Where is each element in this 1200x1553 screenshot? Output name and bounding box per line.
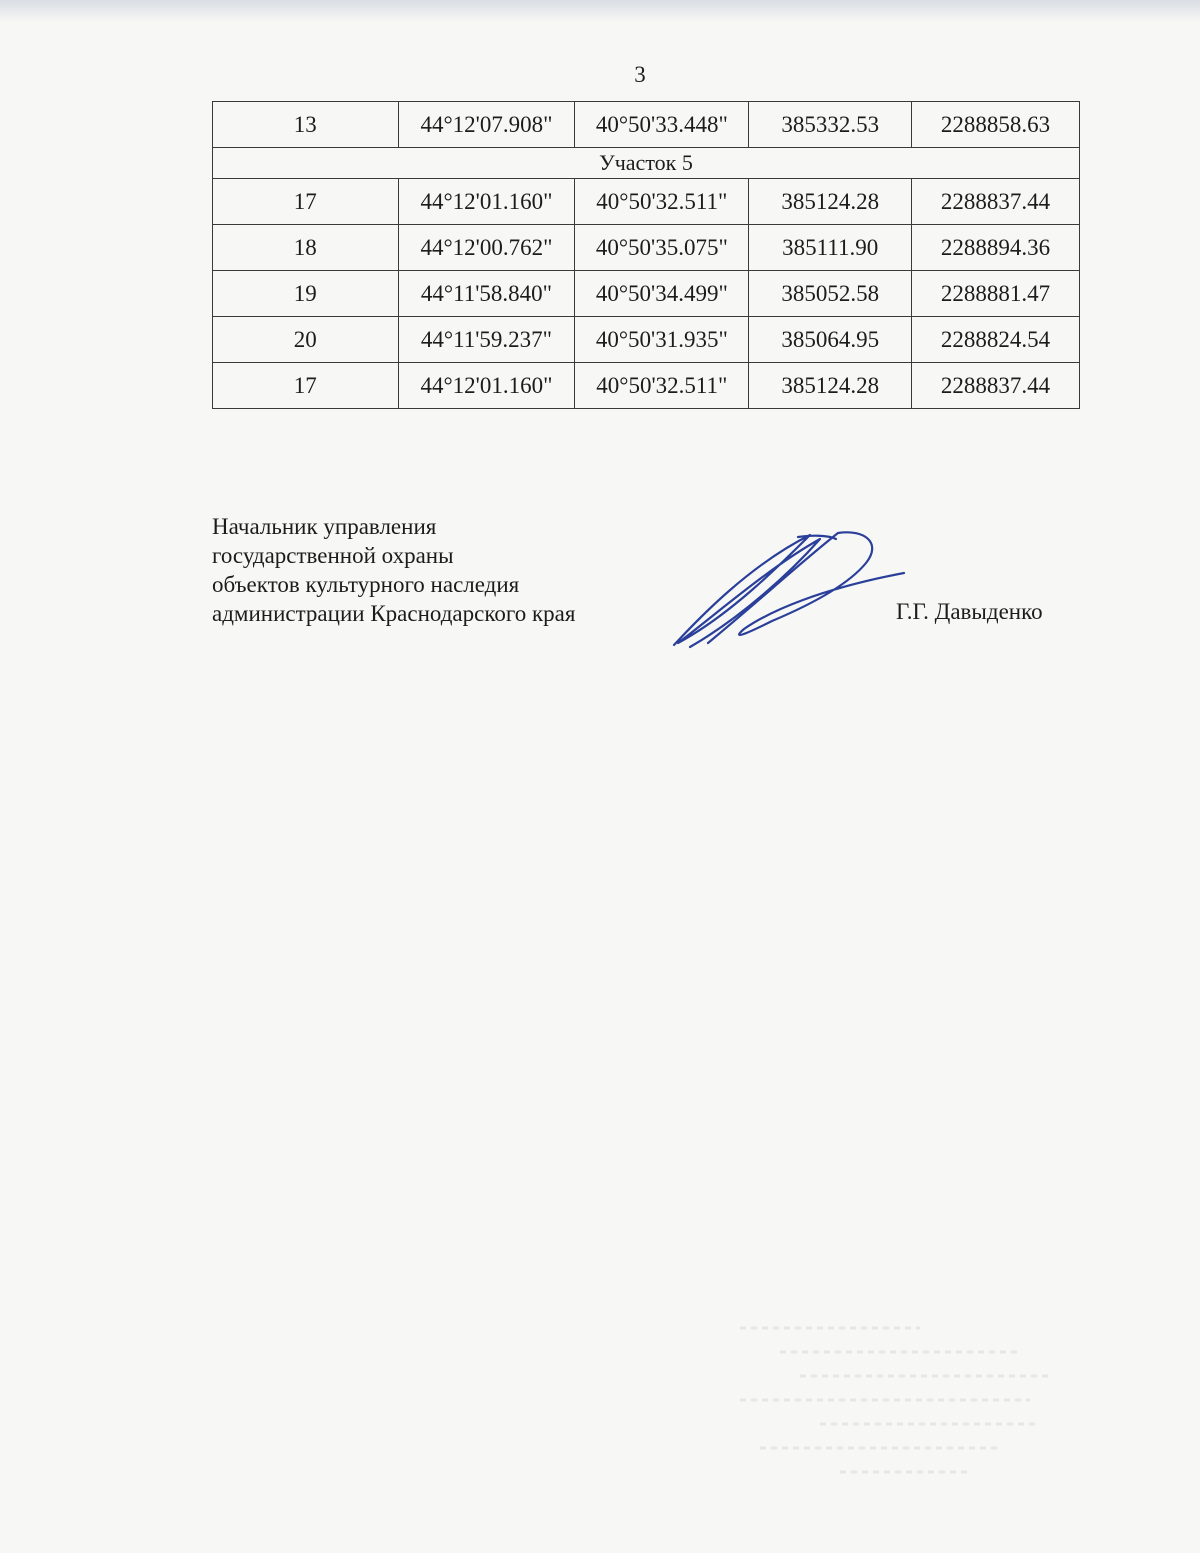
position-line: Начальник управления [212, 514, 437, 539]
faded-stamp-imprint [720, 1310, 1080, 1500]
x-coordinate-cell: 385124.28 [749, 179, 912, 225]
table-row [213, 102, 1080, 148]
point-number-cell: 17 [213, 363, 399, 409]
position-line: администрации Краснодарского края [212, 601, 576, 626]
longitude-cell: 40°50'35.075" [575, 225, 749, 271]
point-number-cell: 18 [213, 225, 399, 271]
latitude-cell: 44°11'58.840" [398, 271, 575, 317]
longitude-cell: 40°50'33.448" [575, 102, 749, 148]
point-number-cell: 19 [213, 271, 399, 317]
x-coordinate-cell: 385052.58 [749, 271, 912, 317]
section-label: Участок 5 [213, 148, 1080, 179]
table-row [213, 225, 1080, 271]
table-row [213, 317, 1080, 363]
latitude-cell: 44°12'07.908" [398, 102, 575, 148]
x-coordinate-cell: 385332.53 [749, 102, 912, 148]
signer-name: Г.Г. Давыденко [896, 599, 1043, 624]
table-row [213, 179, 1080, 225]
coordinates-table [212, 101, 1080, 409]
latitude-cell: 44°12'00.762" [398, 225, 575, 271]
y-coordinate-cell: 2288894.36 [912, 225, 1080, 271]
x-coordinate-cell: 385124.28 [749, 363, 912, 409]
longitude-cell: 40°50'34.499" [575, 271, 749, 317]
x-coordinate-cell: 385111.90 [749, 225, 912, 271]
table-row [213, 363, 1080, 409]
y-coordinate-cell: 2288858.63 [912, 102, 1080, 148]
y-coordinate-cell: 2288837.44 [912, 179, 1080, 225]
signatory-position [212, 512, 575, 628]
point-number-cell: 17 [213, 179, 399, 225]
position-line: государственной охраны [212, 543, 454, 568]
point-number-cell: 20 [213, 317, 399, 363]
handwritten-signature [660, 525, 910, 655]
table-section-row [213, 148, 1080, 179]
page-number: 3 [634, 62, 646, 87]
x-coordinate-cell: 385064.95 [749, 317, 912, 363]
scan-top-shade [0, 0, 1200, 22]
latitude-cell: 44°12'01.160" [398, 363, 575, 409]
y-coordinate-cell: 2288824.54 [912, 317, 1080, 363]
latitude-cell: 44°12'01.160" [398, 179, 575, 225]
longitude-cell: 40°50'32.511" [575, 363, 749, 409]
latitude-cell: 44°11'59.237" [398, 317, 575, 363]
y-coordinate-cell: 2288881.47 [912, 271, 1080, 317]
point-number-cell: 13 [213, 102, 399, 148]
position-line: объектов культурного наследия [212, 572, 520, 597]
y-coordinate-cell: 2288837.44 [912, 363, 1080, 409]
longitude-cell: 40°50'31.935" [575, 317, 749, 363]
longitude-cell: 40°50'32.511" [575, 179, 749, 225]
table-row [213, 271, 1080, 317]
